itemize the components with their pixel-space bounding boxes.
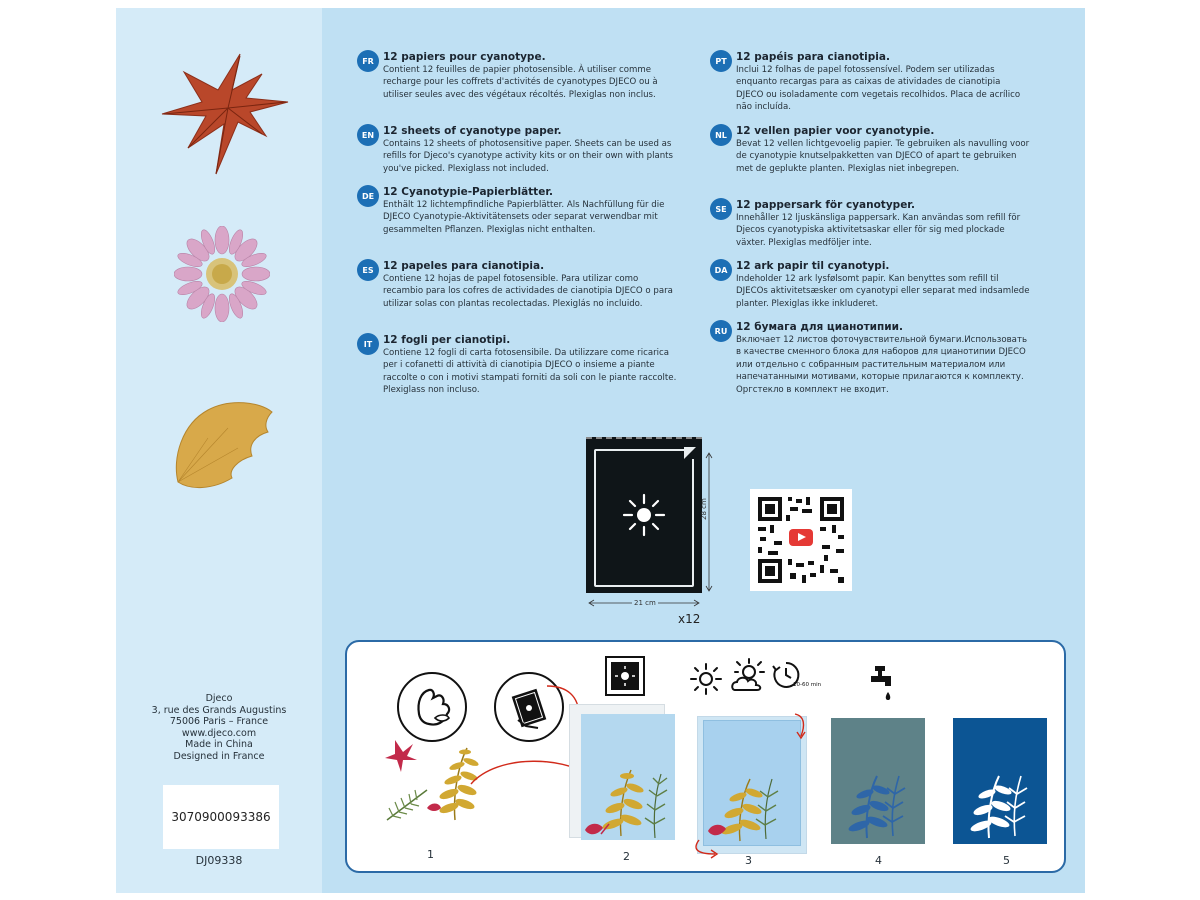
- lang-badge-fr: FR: [357, 50, 379, 72]
- lang-title-en: 12 sheets of cyanotype paper.: [383, 125, 562, 137]
- barcode-number: 3070900093386: [171, 810, 271, 824]
- lang-block-de: [357, 185, 677, 236]
- website: www.djeco.com: [181, 727, 257, 739]
- lang-text-de: Enthält 12 lichtempfindliche Papierblätter. Als Nachfüllung für die DJECO Cyanotypie-Aktivitätensets oder separat verwendbar mit gesammelten Pflanzen. Plexiglas nicht enthalten.: [383, 200, 665, 235]
- width-label: 21 cm: [634, 599, 656, 607]
- lang-text-ru: Включает 12 листов фоточувствительной бумаги.Использовать в качестве сменного блока для наборов для цианотипии DJECO или отдельно с собранным растительным материалом или напечатанными мотивами, которые прилагаются к комплекту. Оргстекло в комплект не входит.: [736, 335, 1028, 395]
- step2-plants-illustration: [581, 714, 675, 840]
- step-number-2: 2: [623, 850, 630, 863]
- step2-sheet-with-plants: [581, 714, 675, 840]
- lang-badge-it: IT: [357, 333, 379, 355]
- barcode-box: [163, 785, 279, 849]
- step3-cloudy-sun-icon: [729, 658, 767, 696]
- designed-in: Designed in France: [173, 750, 265, 762]
- lang-title-ru: 12 бумага для цианотипии.: [736, 321, 904, 333]
- lang-text-en: Contains 12 sheets of photosensitive paper. Sheets can be used as refills for Djeco's cyanotype activity kits or on their own with plants you've picked. Plexiglass not included.: [383, 139, 674, 174]
- lang-badge-es: ES: [357, 259, 379, 281]
- product-reference: DJ09338: [195, 854, 243, 867]
- lang-title-de: 12 Cyanotypie-Papierblätter.: [383, 186, 553, 198]
- youtube-play-icon: [789, 529, 813, 546]
- company-name: Djeco: [205, 693, 233, 704]
- pink-daisy-flower-illustration: [174, 226, 270, 322]
- sun-icon: [620, 491, 668, 539]
- lang-block-se: [710, 198, 1030, 249]
- street-address: 3, rue des Grands Augustins: [151, 704, 287, 716]
- lang-block-en: [357, 124, 677, 175]
- lang-text-da: Indeholder 12 ark lysfølsomt papir. Kan benyttes som refill til DJECOs aktivitetsæsker om cyanotypi eller separat med indsamlede planter. Plexiglas ikke inkluderet.: [736, 274, 1030, 309]
- step-number-5: 5: [1003, 854, 1010, 867]
- lang-block-nl: [710, 124, 1030, 175]
- lang-block-pt: [710, 50, 1030, 114]
- lang-title-pt: 12 papéis para cianotipia.: [736, 51, 890, 63]
- step3-plants-illustration: [704, 721, 800, 845]
- lang-badge-pt: PT: [710, 50, 732, 72]
- lang-block-it: [357, 333, 677, 397]
- lang-text-it: Contiene 12 fogli di carta fotosensibile. Da utilizzare come ricarica per i cofanetti di attività di cianotipia DJECO o insieme a piante raccolte o con i motivi stampati forniti da soli con le piante raccolte. Plexiglass non incluso.: [383, 348, 677, 396]
- lang-title-nl: 12 vellen papier voor cyanotypie.: [736, 125, 935, 137]
- lang-badge-en: EN: [357, 124, 379, 146]
- quantity-label: x12: [678, 612, 701, 626]
- lang-text-nl: Bevat 12 vellen lichtgevoelig papier. Te gebruiken als navulling voor de cyanotypie knutselpakketten van DJECO of apart te gebruiken met de geplukte planten. Plexiglas niet inbegrepen.: [736, 139, 1030, 174]
- step4-tap-water-icon: [869, 664, 895, 704]
- made-in: Made in China: [185, 739, 253, 751]
- step5-final-cyanotype: [953, 718, 1047, 844]
- lang-badge-nl: NL: [710, 124, 732, 146]
- red-maple-leaf-illustration: [158, 52, 290, 176]
- lang-text-fr: Contient 12 feuilles de papier photosensible. À utiliser comme recharge pour les coffrets d'activités de cyanotypes DJECO ou à utiliser seules avec des végétaux récoltés. Plexiglas non inclus.: [383, 65, 658, 100]
- lang-text-pt: Inclui 12 folhas de papel fotossensível. Podem ser utilizadas enquanto recargas para as caixas de atividades de cianotipia DJECO ou isoladamente com vegetais recolhidos. Placa de acrílico não incluída.: [736, 65, 1021, 113]
- instructions-panel: [345, 640, 1066, 873]
- step3-time-label: 10-60 min: [793, 682, 822, 688]
- step3-red-arrow-top: [793, 712, 809, 740]
- cyanotype-sheet-diagram: [586, 437, 702, 593]
- lang-badge-de: DE: [357, 185, 379, 207]
- city-address: 75006 Paris – France: [169, 716, 269, 728]
- step2-exposure-icon: [605, 656, 645, 696]
- ginkgo-leaf-illustration: [168, 398, 278, 492]
- step3-sheet-with-plants: [703, 720, 801, 846]
- step4-rinsed-sheet: [831, 718, 925, 844]
- height-dimension-arrow: [704, 452, 714, 592]
- lang-badge-da: DA: [710, 259, 732, 281]
- lang-block-es: [357, 259, 677, 310]
- manufacturer-address: [116, 693, 322, 763]
- lang-block-da: [710, 259, 1030, 310]
- step-number-1: 1: [427, 848, 434, 861]
- lang-badge-ru: RU: [710, 320, 732, 342]
- lang-title-da: 12 ark papir til cyanotypi.: [736, 260, 890, 272]
- step1-hand-pick-icon: [397, 672, 467, 742]
- lang-title-fr: 12 papiers pour cyanotype.: [383, 51, 546, 63]
- lang-block-fr: [357, 50, 677, 101]
- lang-badge-se: SE: [710, 198, 732, 220]
- height-label: 28 cm: [700, 498, 708, 520]
- step3-red-arrow: [691, 838, 721, 860]
- step4-print-silhouette: [831, 718, 925, 844]
- step5-print-silhouette: [953, 718, 1047, 844]
- step-number-3: 3: [745, 854, 752, 867]
- lang-title-it: 12 fogli per cianotipi.: [383, 334, 511, 346]
- lang-title-se: 12 pappersark för cyanotyper.: [736, 199, 915, 211]
- qr-code[interactable]: [750, 489, 852, 591]
- step3-sun-icon: [689, 662, 723, 696]
- lang-title-es: 12 papeles para cianotipia.: [383, 260, 545, 272]
- lang-text-es: Contiene 12 hojas de papel fotosensible. Para utilizar como recambio para los cofres de actividades de cianotipia DJECO o para utilizar solas con plantas recolectadas. Plexiglás no incluido.: [383, 274, 673, 309]
- sheet-folded-corner: [684, 447, 696, 459]
- lang-block-ru: [710, 320, 1030, 396]
- lang-text-se: Innehåller 12 ljuskänsliga pappersark. Kan användas som refill för Djecos cyanotypiska aktivitetsaskar eller för sig med plockade växter. Plexiglas medföljer inte.: [736, 213, 1021, 248]
- step-number-4: 4: [875, 854, 882, 867]
